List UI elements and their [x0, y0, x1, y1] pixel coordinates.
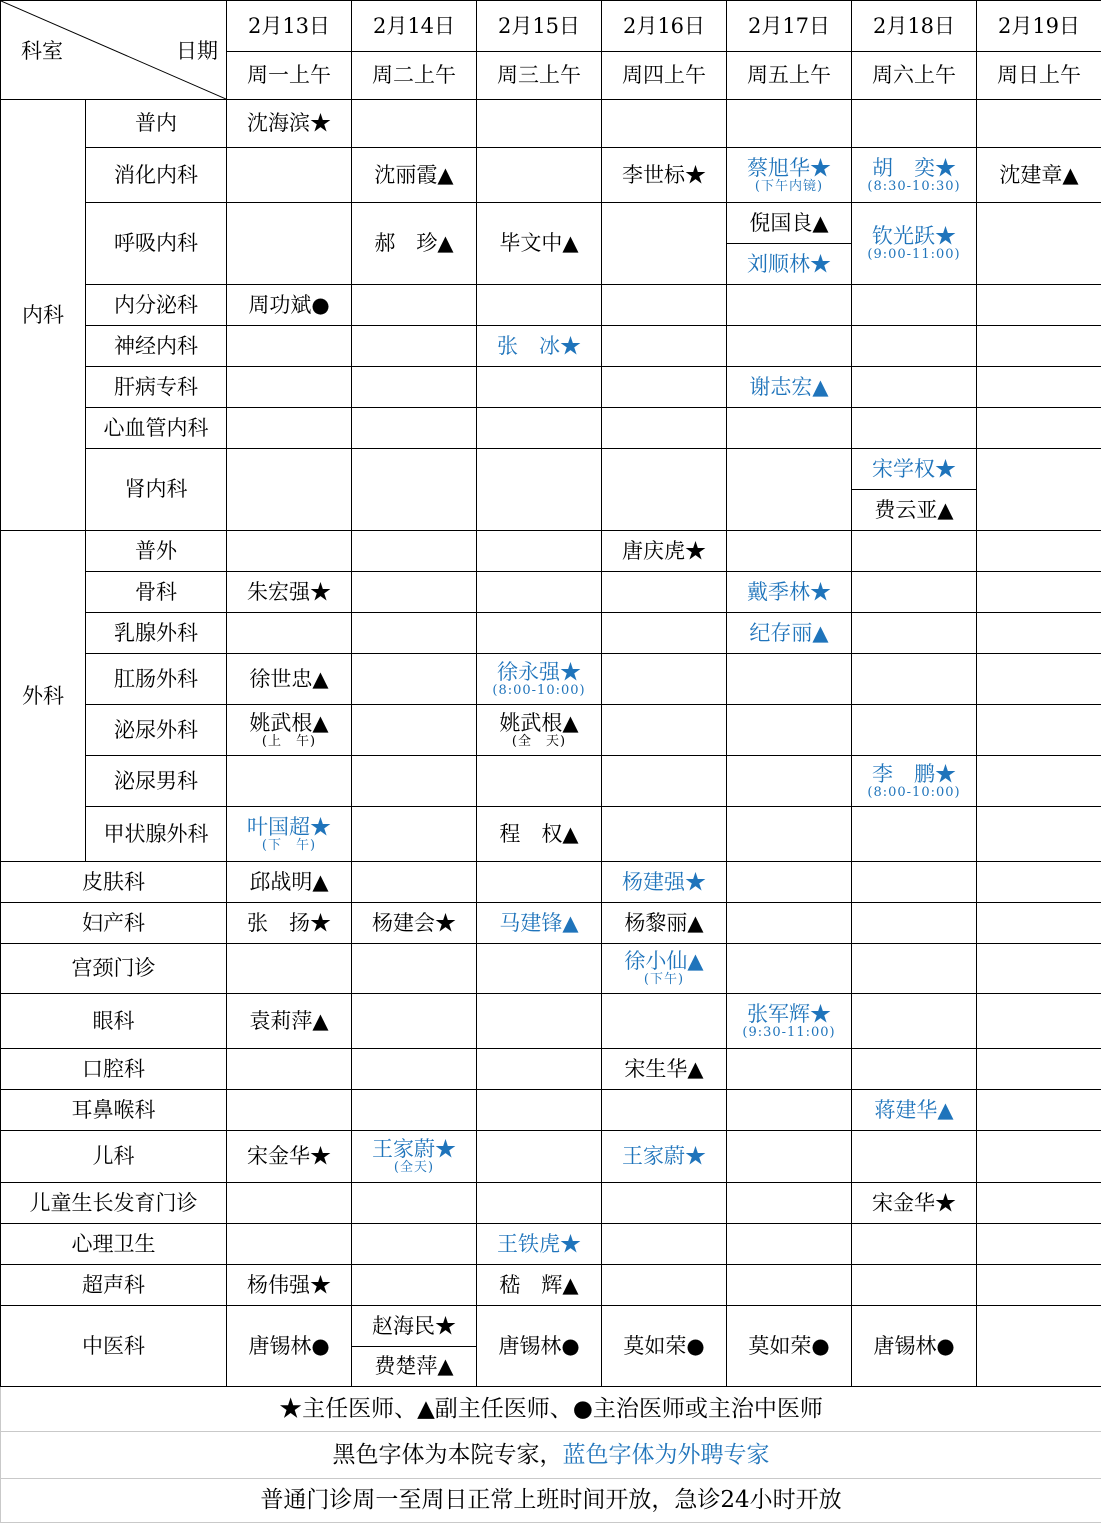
doctor-cell: 宋生华▲	[602, 1049, 727, 1090]
dept-cell: 呼吸内科	[86, 203, 227, 285]
empty-cell	[352, 1090, 477, 1131]
empty-cell	[352, 1224, 477, 1265]
doctor-cell: 莫如荣●	[602, 1306, 727, 1387]
empty-cell	[852, 1224, 977, 1265]
doctor-cell: 刘顺林★	[727, 244, 852, 285]
doctor-note: (9:30-11:00)	[727, 1026, 851, 1040]
doctor-cell: 蒋建华▲	[852, 1090, 977, 1131]
empty-cell	[227, 1090, 352, 1131]
empty-cell	[602, 613, 727, 654]
weekday-cell: 周六上午	[852, 52, 977, 100]
empty-cell	[977, 903, 1101, 944]
dept-cell: 泌尿男科	[86, 756, 227, 807]
empty-cell	[727, 1049, 852, 1090]
schedule-row	[1, 1183, 1101, 1224]
doctor-cell: 嵇 辉▲	[477, 1265, 602, 1306]
empty-cell	[352, 326, 477, 367]
empty-cell	[602, 654, 727, 705]
empty-cell	[977, 100, 1101, 148]
doctor-name: 叶国超★	[227, 816, 351, 838]
empty-cell	[727, 1090, 852, 1131]
empty-cell	[602, 367, 727, 408]
empty-cell	[227, 944, 352, 994]
empty-cell	[227, 326, 352, 367]
doctor-name: 蔡旭华★	[727, 157, 851, 179]
dept-cell: 耳鼻喉科	[1, 1090, 227, 1131]
date-row-label: 日期	[176, 40, 218, 62]
empty-cell	[977, 572, 1101, 613]
empty-cell	[352, 613, 477, 654]
dept-cell: 消化内科	[86, 148, 227, 203]
dept-cell: 肝病专科	[86, 367, 227, 408]
empty-cell	[477, 148, 602, 203]
empty-cell	[727, 807, 852, 862]
doctor-cell: 王家蔚★	[602, 1131, 727, 1183]
empty-cell	[727, 285, 852, 326]
empty-cell	[852, 994, 977, 1049]
empty-cell	[977, 1090, 1101, 1131]
empty-cell	[602, 807, 727, 862]
empty-cell	[852, 367, 977, 408]
empty-cell	[352, 367, 477, 408]
doctor-cell	[727, 994, 852, 1049]
weekday-cell: 周五上午	[727, 52, 852, 100]
empty-cell	[977, 531, 1101, 572]
doctor-name: 李 鹏★	[852, 763, 976, 785]
doctor-cell: 谢志宏▲	[727, 367, 852, 408]
empty-cell	[352, 1049, 477, 1090]
empty-cell	[602, 705, 727, 756]
empty-cell	[477, 572, 602, 613]
doctor-cell: 纪存丽▲	[727, 613, 852, 654]
empty-cell	[727, 326, 852, 367]
doctor-name: 张军辉★	[727, 1003, 851, 1025]
dept-cell: 超声科	[1, 1265, 227, 1306]
empty-cell	[227, 408, 352, 449]
doctor-name: 胡 奕★	[852, 157, 976, 179]
doctor-cell: 宋金华★	[852, 1183, 977, 1224]
empty-cell	[352, 572, 477, 613]
doctor-cell: 宋学权★	[852, 449, 977, 490]
empty-cell	[477, 862, 602, 903]
doctor-cell	[477, 705, 602, 756]
empty-cell	[602, 1090, 727, 1131]
doctor-cell: 宋金华★	[227, 1131, 352, 1183]
doctor-cell	[227, 705, 352, 756]
empty-cell	[977, 1306, 1101, 1387]
empty-cell	[477, 1049, 602, 1090]
empty-cell	[602, 572, 727, 613]
weekday-cell: 周三上午	[477, 52, 602, 100]
empty-cell	[727, 862, 852, 903]
doctor-note: (全天)	[352, 1161, 476, 1175]
schedule-row	[1, 903, 1101, 944]
empty-cell	[352, 1265, 477, 1306]
doctor-cell: 唐锡林●	[477, 1306, 602, 1387]
doctor-cell: 倪国良▲	[727, 203, 852, 244]
empty-cell	[477, 449, 602, 531]
dept-cell: 皮肤科	[1, 862, 227, 903]
doctor-cell: 周功斌●	[227, 285, 352, 326]
color-note-blue: 蓝色字体为外聘专家	[563, 1442, 770, 1468]
schedule-row	[1, 148, 1101, 203]
empty-cell	[852, 1049, 977, 1090]
empty-cell	[477, 613, 602, 654]
color-note	[1, 1432, 1101, 1479]
empty-cell	[352, 100, 477, 148]
doctor-cell	[852, 148, 977, 203]
empty-cell	[352, 408, 477, 449]
dept-cell: 内分泌科	[86, 285, 227, 326]
empty-cell	[852, 531, 977, 572]
doctor-cell: 赵海民★	[352, 1306, 477, 1347]
dept-cell: 神经内科	[86, 326, 227, 367]
doctor-cell: 王铁虎★	[477, 1224, 602, 1265]
doctor-name: 王家蔚★	[352, 1138, 476, 1160]
schedule-row	[1, 807, 1101, 862]
dept-cell: 心血管内科	[86, 408, 227, 449]
doctor-note: (8:00-10:00)	[852, 786, 976, 800]
dept-column-label: 科室	[21, 40, 63, 62]
legend-note: ★主任医师、▲副主任医师、●主治医师或主治中医师	[1, 1387, 1101, 1432]
empty-cell	[352, 449, 477, 531]
empty-cell	[602, 203, 727, 285]
empty-cell	[977, 807, 1101, 862]
dept-cell: 肛肠外科	[86, 654, 227, 705]
dept-cell: 普外	[86, 531, 227, 572]
empty-cell	[227, 1224, 352, 1265]
empty-cell	[977, 994, 1101, 1049]
schedule-row	[1, 1224, 1101, 1265]
color-note-black: 黑色字体为本院专家，	[333, 1442, 563, 1468]
empty-cell	[227, 1183, 352, 1224]
footer-row	[1, 1387, 1101, 1432]
date-cell: 2月17日	[727, 1, 852, 52]
empty-cell	[977, 1049, 1101, 1090]
doctor-cell: 唐锡林●	[852, 1306, 977, 1387]
empty-cell	[477, 531, 602, 572]
empty-cell	[227, 756, 352, 807]
schedule-row	[1, 1265, 1101, 1306]
empty-cell	[852, 1131, 977, 1183]
date-cell: 2月15日	[477, 1, 602, 52]
empty-cell	[602, 285, 727, 326]
empty-cell	[602, 1183, 727, 1224]
doctor-cell: 袁莉萍▲	[227, 994, 352, 1049]
schedule-row	[1, 531, 1101, 572]
doctor-cell: 莫如荣●	[727, 1306, 852, 1387]
empty-cell	[727, 1265, 852, 1306]
doctor-cell: 费云亚▲	[852, 490, 977, 531]
empty-cell	[227, 1049, 352, 1090]
schedule-row	[1, 1306, 1101, 1347]
empty-cell	[727, 705, 852, 756]
schedule-row	[1, 862, 1101, 903]
schedule-row	[1, 408, 1101, 449]
date-cell: 2月19日	[977, 1, 1101, 52]
schedule-row	[1, 756, 1101, 807]
empty-cell	[727, 903, 852, 944]
dept-cell: 甲状腺外科	[86, 807, 227, 862]
doctor-cell	[852, 203, 977, 285]
empty-cell	[977, 756, 1101, 807]
empty-cell	[852, 326, 977, 367]
doctor-note: (8:30-10:30)	[852, 180, 976, 194]
empty-cell	[977, 408, 1101, 449]
empty-cell	[977, 1265, 1101, 1306]
empty-cell	[727, 1131, 852, 1183]
group-internal-medicine: 内科	[1, 100, 86, 531]
empty-cell	[727, 449, 852, 531]
empty-cell	[477, 756, 602, 807]
doctor-cell: 李世标★	[602, 148, 727, 203]
empty-cell	[852, 100, 977, 148]
doctor-cell: 朱宏强★	[227, 572, 352, 613]
empty-cell	[852, 408, 977, 449]
schedule-row	[1, 100, 1101, 148]
empty-cell	[852, 285, 977, 326]
schedule-row	[1, 203, 1101, 244]
empty-cell	[602, 408, 727, 449]
empty-cell	[602, 994, 727, 1049]
doctor-cell	[602, 944, 727, 994]
doctor-cell: 徐世忠▲	[227, 654, 352, 705]
empty-cell	[977, 613, 1101, 654]
doctor-cell: 杨建强★	[602, 862, 727, 903]
empty-cell	[602, 100, 727, 148]
corner-header-cell	[1, 1, 227, 100]
doctor-cell	[852, 756, 977, 807]
dept-cell: 儿童生长发育门诊	[1, 1183, 227, 1224]
empty-cell	[727, 100, 852, 148]
header-date-row	[1, 1, 1101, 52]
empty-cell	[352, 756, 477, 807]
doctor-cell: 马建锋▲	[477, 903, 602, 944]
dept-cell: 肾内科	[86, 449, 227, 531]
dept-cell: 宫颈门诊	[1, 944, 227, 994]
doctor-note: (全 天)	[477, 735, 601, 749]
empty-cell	[602, 326, 727, 367]
doctor-cell: 张 扬★	[227, 903, 352, 944]
doctor-cell: 费楚萍▲	[352, 1347, 477, 1387]
empty-cell	[227, 148, 352, 203]
schedule-row	[1, 944, 1101, 994]
doctor-cell: 杨伟强★	[227, 1265, 352, 1306]
empty-cell	[477, 944, 602, 994]
empty-cell	[977, 285, 1101, 326]
dept-cell: 骨科	[86, 572, 227, 613]
empty-cell	[352, 944, 477, 994]
schedule-row	[1, 654, 1101, 705]
dept-cell: 妇产科	[1, 903, 227, 944]
schedule-row	[1, 705, 1101, 756]
doctor-cell: 郝 珍▲	[352, 203, 477, 285]
empty-cell	[477, 100, 602, 148]
group-surgery: 外科	[1, 531, 86, 862]
doctor-name: 徐永强★	[477, 661, 601, 683]
empty-cell	[727, 944, 852, 994]
empty-cell	[852, 903, 977, 944]
footer-row	[1, 1479, 1101, 1523]
empty-cell	[977, 1131, 1101, 1183]
empty-cell	[227, 531, 352, 572]
empty-cell	[977, 944, 1101, 994]
empty-cell	[602, 449, 727, 531]
empty-cell	[977, 1224, 1101, 1265]
doctor-name: 钦光跃★	[852, 225, 976, 247]
doctor-note: (上 午)	[227, 735, 351, 749]
empty-cell	[477, 994, 602, 1049]
schedule-row	[1, 1049, 1101, 1090]
empty-cell	[352, 705, 477, 756]
empty-cell	[352, 1183, 477, 1224]
empty-cell	[727, 654, 852, 705]
date-cell: 2月18日	[852, 1, 977, 52]
schedule-row	[1, 1090, 1101, 1131]
empty-cell	[852, 572, 977, 613]
empty-cell	[352, 531, 477, 572]
doctor-cell: 唐锡林●	[227, 1306, 352, 1387]
empty-cell	[352, 994, 477, 1049]
doctor-note: (9:00-11:00)	[852, 248, 976, 262]
doctor-cell: 唐庆虎★	[602, 531, 727, 572]
weekday-cell: 周日上午	[977, 52, 1101, 100]
doctor-cell: 张 冰★	[477, 326, 602, 367]
doctor-cell: 程 权▲	[477, 807, 602, 862]
empty-cell	[977, 367, 1101, 408]
empty-cell	[727, 1224, 852, 1265]
dept-cell: 乳腺外科	[86, 613, 227, 654]
doctor-cell: 沈海滨★	[227, 100, 352, 148]
empty-cell	[227, 613, 352, 654]
empty-cell	[227, 449, 352, 531]
dept-cell: 眼科	[1, 994, 227, 1049]
doctor-cell	[477, 654, 602, 705]
empty-cell	[602, 1224, 727, 1265]
dept-cell: 中医科	[1, 1306, 227, 1387]
empty-cell	[852, 862, 977, 903]
doctor-cell: 杨建会★	[352, 903, 477, 944]
empty-cell	[602, 1265, 727, 1306]
doctor-note: (8:00-10:00)	[477, 684, 601, 698]
dept-cell: 心理卫生	[1, 1224, 227, 1265]
dept-cell: 普内	[86, 100, 227, 148]
empty-cell	[852, 944, 977, 994]
doctor-cell: 毕文中▲	[477, 203, 602, 285]
dept-cell: 泌尿外科	[86, 705, 227, 756]
doctor-name: 姚武根▲	[227, 712, 351, 734]
empty-cell	[477, 1131, 602, 1183]
dept-cell: 儿科	[1, 1131, 227, 1183]
doctor-cell: 沈建章▲	[977, 148, 1101, 203]
weekday-cell: 周二上午	[352, 52, 477, 100]
schedule-row	[1, 326, 1101, 367]
opening-hours-note: 普通门诊周一至周日正常上班时间开放，急诊24小时开放	[1, 1479, 1101, 1523]
empty-cell	[602, 756, 727, 807]
empty-cell	[227, 203, 352, 285]
empty-cell	[852, 807, 977, 862]
schedule-row	[1, 449, 1101, 490]
empty-cell	[227, 367, 352, 408]
schedule-row	[1, 994, 1101, 1049]
schedule-row	[1, 1131, 1101, 1183]
schedule-row	[1, 613, 1101, 654]
empty-cell	[977, 449, 1101, 531]
empty-cell	[852, 705, 977, 756]
empty-cell	[352, 654, 477, 705]
date-cell: 2月14日	[352, 1, 477, 52]
empty-cell	[852, 654, 977, 705]
dept-cell: 口腔科	[1, 1049, 227, 1090]
schedule-row	[1, 367, 1101, 408]
date-cell: 2月16日	[602, 1, 727, 52]
weekday-cell: 周四上午	[602, 52, 727, 100]
empty-cell	[727, 531, 852, 572]
doctor-cell	[227, 807, 352, 862]
empty-cell	[727, 756, 852, 807]
empty-cell	[477, 367, 602, 408]
empty-cell	[852, 1265, 977, 1306]
empty-cell	[477, 1183, 602, 1224]
doctor-note: (下午内镜)	[727, 180, 851, 194]
empty-cell	[477, 285, 602, 326]
empty-cell	[352, 285, 477, 326]
doctor-name: 姚武根▲	[477, 712, 601, 734]
empty-cell	[977, 862, 1101, 903]
empty-cell	[852, 613, 977, 654]
doctor-cell: 沈丽霞▲	[352, 148, 477, 203]
doctor-cell: 戴季林★	[727, 572, 852, 613]
empty-cell	[977, 705, 1101, 756]
schedule-row	[1, 285, 1101, 326]
doctor-note: (下 午)	[227, 839, 351, 853]
empty-cell	[477, 1090, 602, 1131]
doctor-cell	[727, 148, 852, 203]
doctor-name: 徐小仙▲	[602, 950, 726, 972]
date-cell: 2月13日	[227, 1, 352, 52]
empty-cell	[977, 203, 1101, 285]
empty-cell	[977, 326, 1101, 367]
empty-cell	[727, 408, 852, 449]
empty-cell	[727, 1183, 852, 1224]
empty-cell	[977, 1183, 1101, 1224]
empty-cell	[352, 862, 477, 903]
doctor-cell: 邱战明▲	[227, 862, 352, 903]
empty-cell	[352, 807, 477, 862]
weekday-cell: 周一上午	[227, 52, 352, 100]
empty-cell	[477, 408, 602, 449]
footer-row	[1, 1432, 1101, 1479]
doctor-note: (下午)	[602, 973, 726, 987]
doctor-cell: 杨黎丽▲	[602, 903, 727, 944]
empty-cell	[977, 654, 1101, 705]
doctor-cell	[352, 1131, 477, 1183]
schedule-row	[1, 572, 1101, 613]
